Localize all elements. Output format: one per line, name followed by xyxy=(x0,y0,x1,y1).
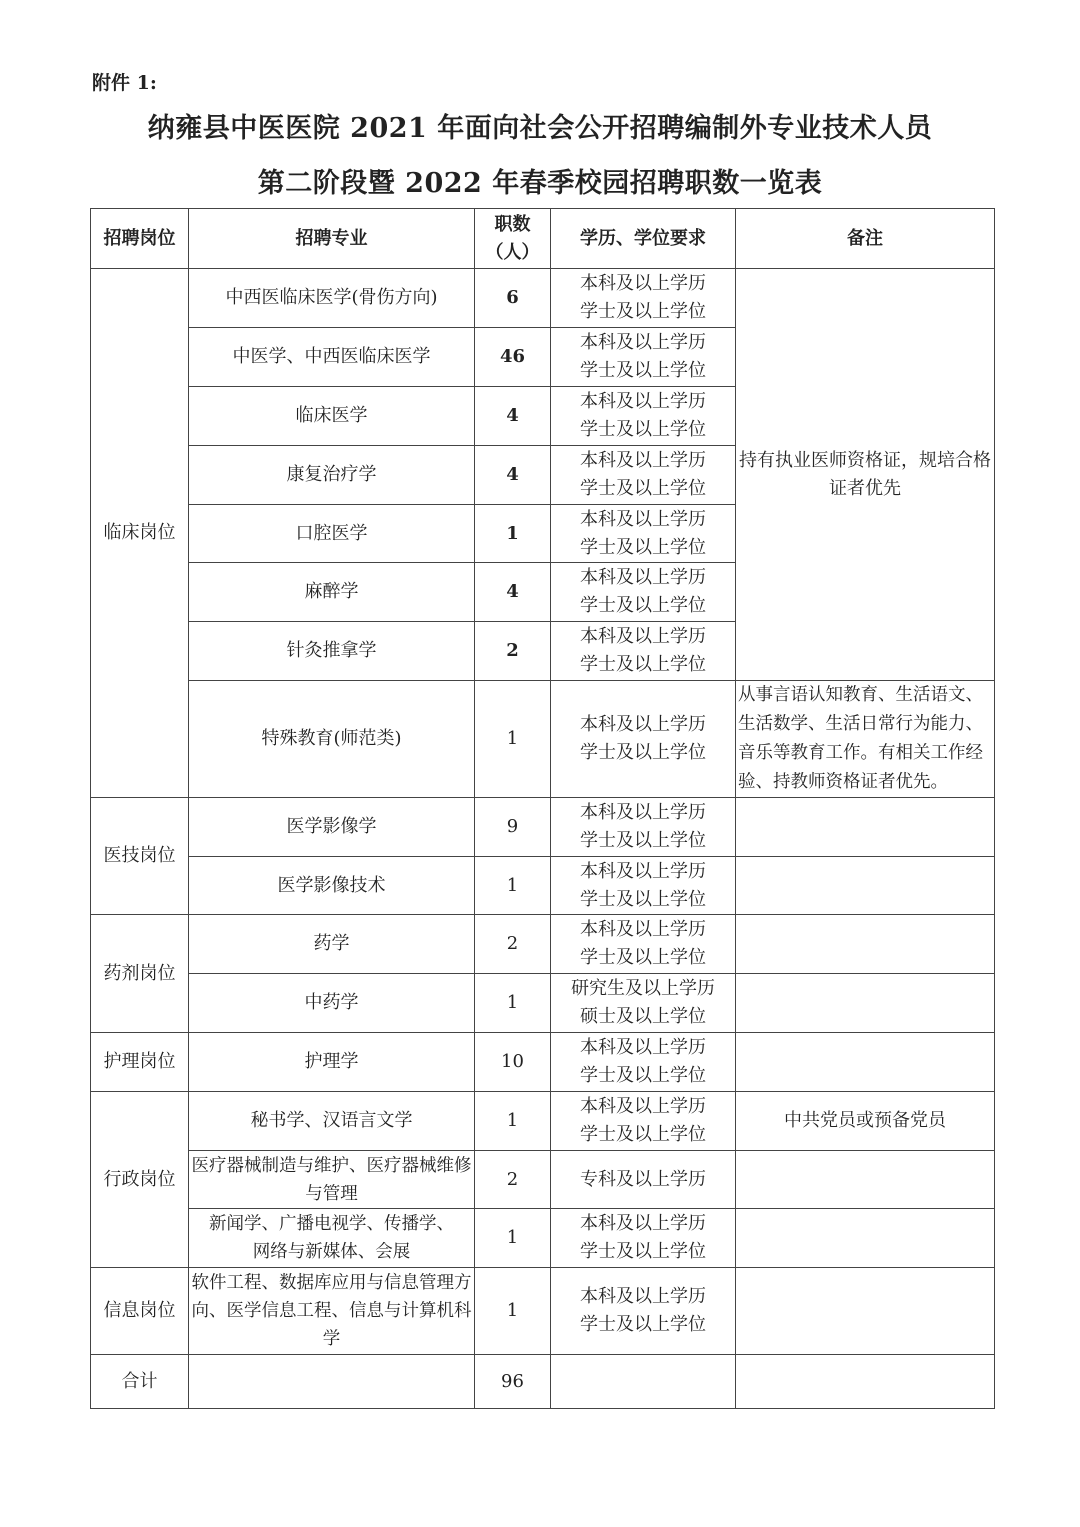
major-cell: 新闻学、广播电视学、传播学、网络与新媒体、会展 xyxy=(189,1209,475,1268)
major-cell: 临床医学 xyxy=(189,387,475,446)
education-cell: 本科及以上学历 学士及以上学位 xyxy=(551,563,736,622)
position-cell: 医技岗位 xyxy=(91,798,189,915)
position-cell: 药剂岗位 xyxy=(91,915,189,1033)
total-remark-empty xyxy=(736,1355,995,1409)
education-cell: 本科及以上学历 学士及以上学位 xyxy=(551,622,736,681)
count-cell: 1 xyxy=(475,1209,551,1268)
major-cell: 药学 xyxy=(189,915,475,974)
education-cell: 本科及以上学历 学士及以上学位 xyxy=(551,857,736,915)
count-cell: 2 xyxy=(475,915,551,974)
table-row xyxy=(91,1033,995,1092)
remark-cell xyxy=(736,1268,995,1355)
count-cell: 4 xyxy=(475,446,551,505)
table-row xyxy=(91,1151,995,1209)
table-row xyxy=(91,1209,995,1268)
header-position: 招聘岗位 xyxy=(91,209,189,269)
education-cell: 本科及以上学历 学士及以上学位 xyxy=(551,505,736,563)
table-header-row xyxy=(91,209,995,269)
major-cell: 麻醉学 xyxy=(189,563,475,622)
count-cell: 1 xyxy=(475,974,551,1033)
table-row xyxy=(91,974,995,1033)
education-cell: 研究生及以上学历 硕士及以上学位 xyxy=(551,974,736,1033)
major-cell: 康复治疗学 xyxy=(189,446,475,505)
document-title-line1: 纳雍县中医医院 2021 年面向社会公开招聘编制外专业技术人员 xyxy=(147,113,933,144)
attachment-label: 附件 1: xyxy=(92,72,157,94)
education-cell: 本科及以上学历 学士及以上学位 xyxy=(551,1268,736,1355)
education-cell: 本科及以上学历 学士及以上学位 xyxy=(551,269,736,328)
major-cell: 口腔医学 xyxy=(189,505,475,563)
count-cell: 2 xyxy=(475,622,551,681)
major-cell: 中西医临床医学(骨伤方向) xyxy=(189,269,475,328)
table-row xyxy=(91,269,995,328)
remark-cell xyxy=(736,1033,995,1092)
position-cell: 护理岗位 xyxy=(91,1033,189,1092)
major-cell: 医学影像学 xyxy=(189,798,475,857)
header-count: 职数 （人） xyxy=(475,209,551,269)
education-cell: 本科及以上学历 学士及以上学位 xyxy=(551,798,736,857)
count-cell: 1 xyxy=(475,505,551,563)
remark-cell: 从事言语认知教育、生活语文、生活数学、生活日常行为能力、音乐等教育工作。有相关工作经验、持教师资格证者优先。 xyxy=(736,681,995,798)
education-cell: 本科及以上学历 学士及以上学位 xyxy=(551,1033,736,1092)
education-cell: 本科及以上学历 学士及以上学位 xyxy=(551,1209,736,1268)
remark-cell xyxy=(736,915,995,974)
table-row xyxy=(91,915,995,974)
count-cell: 4 xyxy=(475,563,551,622)
position-cell: 行政岗位 xyxy=(91,1092,189,1268)
major-cell: 特殊教育(师范类) xyxy=(189,681,475,798)
header-major: 招聘专业 xyxy=(189,209,475,269)
remark-cell xyxy=(736,974,995,1033)
major-cell: 护理学 xyxy=(189,1033,475,1092)
remark-cell xyxy=(736,1209,995,1268)
major-cell: 秘书学、汉语言文学 xyxy=(189,1092,475,1151)
table-row xyxy=(91,681,995,798)
count-cell: 9 xyxy=(475,798,551,857)
education-cell: 本科及以上学历 学士及以上学位 xyxy=(551,387,736,446)
recruitment-table xyxy=(90,208,995,1409)
count-cell: 46 xyxy=(475,328,551,387)
count-cell: 1 xyxy=(475,1268,551,1355)
major-cell: 医疗器械制造与维护、医疗器械维修与管理 xyxy=(189,1151,475,1209)
header-education: 学历、学位要求 xyxy=(551,209,736,269)
table-row xyxy=(91,1268,995,1355)
count-cell: 1 xyxy=(475,857,551,915)
total-major-empty xyxy=(189,1355,475,1409)
remark-cell xyxy=(736,798,995,857)
table-row xyxy=(91,1092,995,1151)
total-education-empty xyxy=(551,1355,736,1409)
education-cell: 本科及以上学历 学士及以上学位 xyxy=(551,1092,736,1151)
remark-cell: 持有执业医师资格证，规培合格证者优先 xyxy=(736,269,995,681)
education-cell: 本科及以上学历 学士及以上学位 xyxy=(551,915,736,974)
count-cell: 10 xyxy=(475,1033,551,1092)
major-cell: 针灸推拿学 xyxy=(189,622,475,681)
document-title-line2: 第二阶段暨 2022 年春季校园招聘职数一览表 xyxy=(257,168,823,199)
remark-cell xyxy=(736,1151,995,1209)
remark-cell xyxy=(736,857,995,915)
table-row xyxy=(91,798,995,857)
major-cell: 中医学、中西医临床医学 xyxy=(189,328,475,387)
table-row xyxy=(91,857,995,915)
total-count: 96 xyxy=(475,1355,551,1409)
education-cell: 本科及以上学历 学士及以上学位 xyxy=(551,446,736,505)
major-cell: 医学影像技术 xyxy=(189,857,475,915)
position-cell: 临床岗位 xyxy=(91,269,189,798)
count-cell: 4 xyxy=(475,387,551,446)
count-cell: 2 xyxy=(475,1151,551,1209)
count-cell: 1 xyxy=(475,1092,551,1151)
major-cell: 软件工程、数据库应用与信息管理方向、医学信息工程、信息与计算机科学 xyxy=(189,1268,475,1355)
count-cell: 6 xyxy=(475,269,551,328)
header-remarks: 备注 xyxy=(736,209,995,269)
remark-cell: 中共党员或预备党员 xyxy=(736,1092,995,1151)
education-cell: 专科及以上学历 xyxy=(551,1151,736,1209)
education-cell: 本科及以上学历 学士及以上学位 xyxy=(551,328,736,387)
count-cell: 1 xyxy=(475,681,551,798)
position-cell: 信息岗位 xyxy=(91,1268,189,1355)
major-cell: 中药学 xyxy=(189,974,475,1033)
total-label: 合计 xyxy=(91,1355,189,1409)
total-row xyxy=(91,1355,995,1409)
education-cell: 本科及以上学历 学士及以上学位 xyxy=(551,681,736,798)
